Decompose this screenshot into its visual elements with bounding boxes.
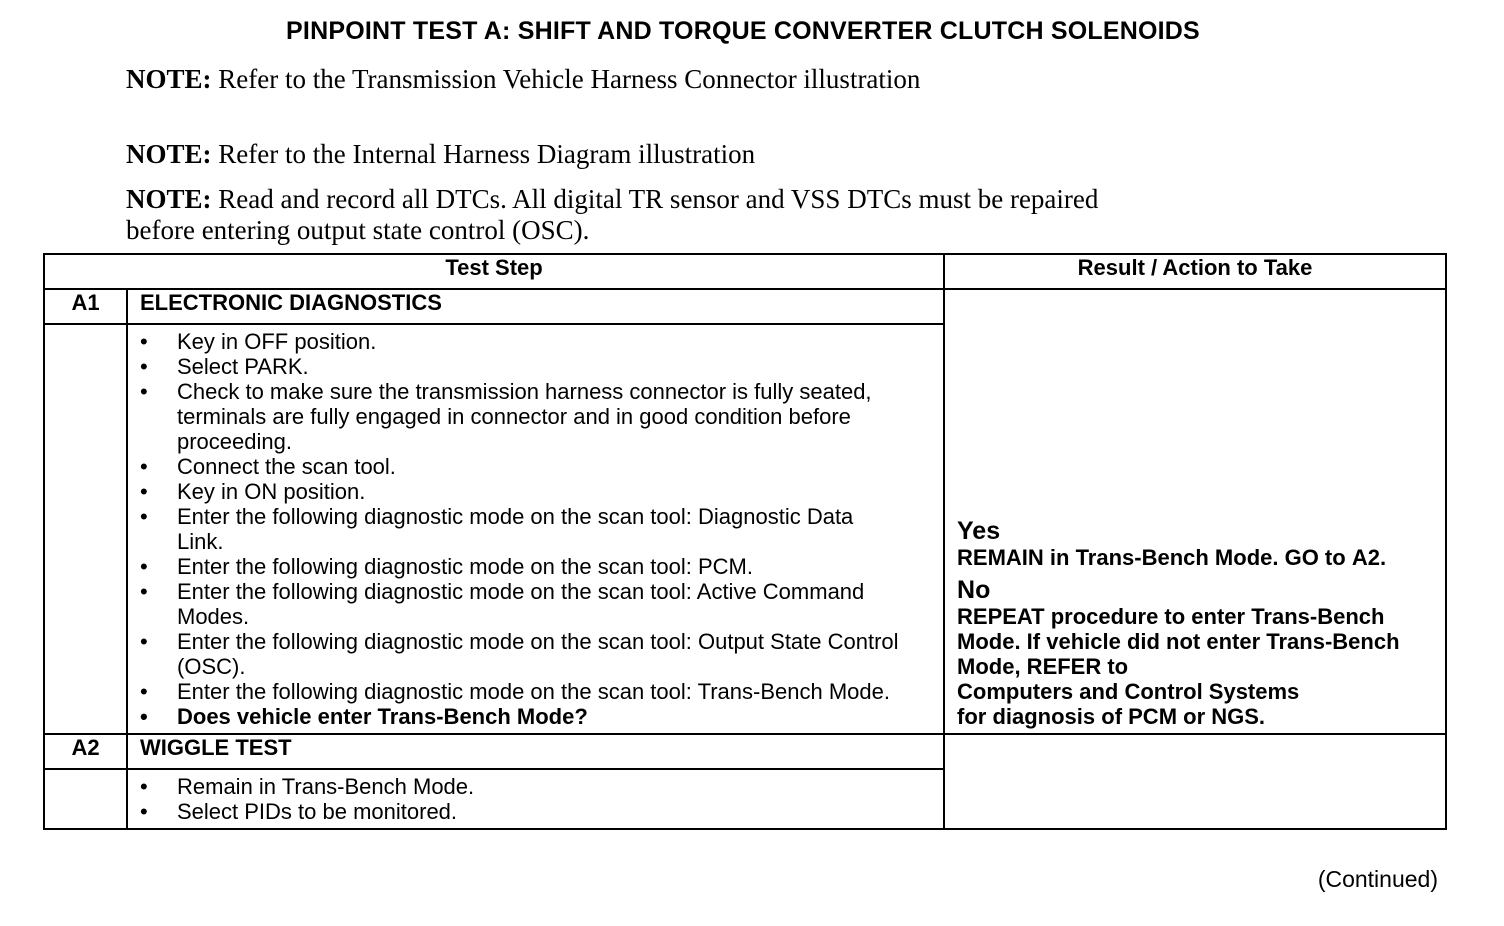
list-item-question: • Does vehicle enter Trans-Bench Mode?: [128, 704, 943, 729]
table-header-row: [44, 254, 1446, 289]
note-text: Read and record all DTCs. All digital TR sensor and VSS DTCs must be repaired: [218, 184, 1099, 214]
list-item: • Connect the scan tool.: [128, 454, 943, 479]
step-instructions: [127, 769, 944, 829]
list-item: • Enter the following diagnostic mode on the scan tool: Output State Control (OSC).: [128, 629, 943, 679]
result-yes-goto: A2: [1351, 545, 1380, 570]
note-text: Refer to the Internal Harness Diagram illustration: [218, 139, 756, 169]
step-row-a1: [44, 289, 1446, 324]
note-label: NOTE:: [126, 184, 212, 214]
pinpoint-test-table: [43, 253, 1447, 830]
list-item: • Key in OFF position.: [128, 329, 943, 354]
note-harness-connector: [126, 64, 920, 95]
note-internal-harness: [126, 139, 755, 170]
header-test-step: Test Step: [44, 254, 944, 289]
step-id-spacer: [44, 324, 127, 734]
list-item: • Key in ON position.: [128, 479, 943, 504]
result-no-link: Computers and Control Systems: [957, 679, 1300, 704]
step-name: ELECTRONIC DIAGNOSTICS: [127, 289, 944, 324]
list-item: • Remain in Trans-Bench Mode.: [128, 774, 943, 799]
note-text: Refer to the Transmission Vehicle Harness Connector illustration: [218, 64, 921, 94]
list-item: • Select PIDs to be monitored.: [128, 799, 943, 824]
list-item: • Enter the following diagnostic mode on the scan tool: PCM.: [128, 554, 943, 579]
note-read-dtcs: [126, 184, 1098, 246]
list-item: • Enter the following diagnostic mode on the scan tool: Trans-Bench Mode.: [128, 679, 943, 704]
step-id: A2: [44, 734, 127, 769]
list-item: • Check to make sure the transmission harness connector is fully seated, terminals are fully engaged in connector and in good condition before proceeding.: [128, 379, 943, 454]
result-no-label: No: [957, 576, 991, 604]
result-yes-label: Yes: [957, 517, 1001, 545]
step-name: WIGGLE TEST: [127, 734, 944, 769]
note-label: NOTE:: [126, 64, 212, 94]
result-a1: [944, 289, 1446, 734]
result-no-line: Mode. If vehicle did not enter Trans-Bench: [957, 629, 1400, 654]
result-yes-action: REMAIN in Trans-Bench Mode. GO to: [957, 545, 1346, 570]
result-a2: [944, 734, 1446, 829]
step-id: A1: [44, 289, 127, 324]
continued-label: (Continued): [1317, 866, 1438, 892]
list-item: • Select PARK.: [128, 354, 943, 379]
header-result-action: Result / Action to Take: [944, 254, 1446, 289]
result-no-line: Mode, REFER to: [957, 654, 1129, 679]
result-no-line: for diagnosis of PCM or NGS.: [957, 704, 1266, 729]
step-row-a2: [44, 734, 1446, 769]
list-item: • Enter the following diagnostic mode on the scan tool: Active Command Modes.: [128, 579, 943, 629]
note-label: NOTE:: [126, 139, 212, 169]
list-item: • Enter the following diagnostic mode on the scan tool: Diagnostic Data Link.: [128, 504, 943, 554]
result-yes-text: REMAIN in Trans-Bench Mode. GO to A2.: [957, 545, 1387, 570]
step-instructions: [127, 324, 944, 734]
result-no-line: REPEAT procedure to enter Trans-Bench: [957, 604, 1385, 629]
note-text-continued: before entering output state control (OSC).: [126, 215, 590, 245]
page-title: PINPOINT TEST A: SHIFT AND TORQUE CONVERTER CLUTCH SOLENOIDS: [286, 17, 1200, 45]
step-id-spacer: [44, 769, 127, 829]
